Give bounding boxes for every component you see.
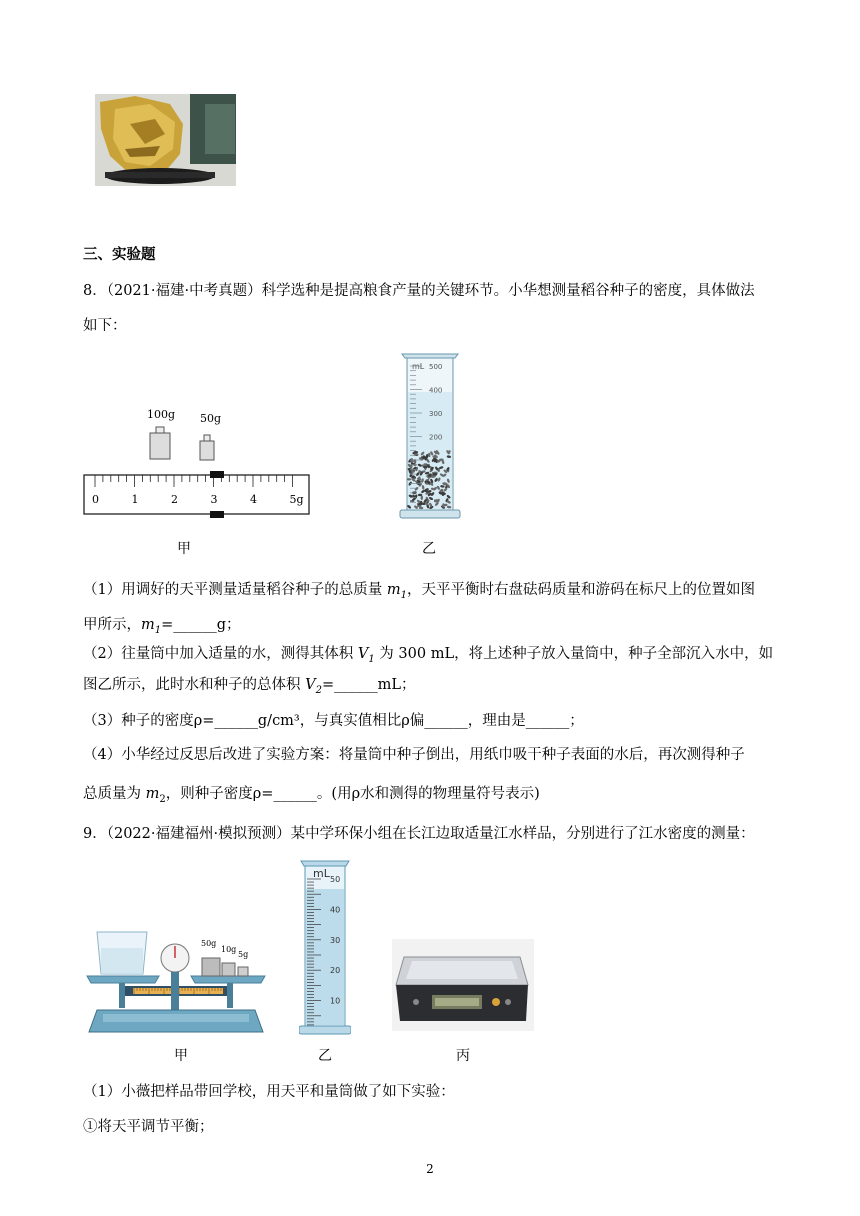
electronic-scale-photo: [392, 939, 534, 1031]
golden-mask-photo: [95, 94, 236, 186]
weight-10g-icon: [222, 963, 235, 976]
q8-part2-line2: 图乙所示，此时水和种子的总体积 $V_2=\_\_\_\_\_\_mL$；: [83, 677, 416, 696]
cylinder-tick-label: 10: [330, 996, 341, 1006]
q8-line2: 如下：: [83, 318, 127, 334]
cylinder-tick-label: 300: [429, 410, 443, 418]
q8-part3: （3）种子的密度ρ=______g/cm³，与真实值相比ρ偏______，理由是______；: [83, 713, 584, 729]
ruler-tick-label: 4: [250, 493, 257, 506]
svg-text:mL: mL: [412, 362, 425, 371]
svg-text:10g: 10g: [221, 945, 237, 954]
svg-text:50g: 50g: [201, 939, 217, 948]
cylinder-tick-label: 30: [330, 935, 341, 945]
q8-line1: 8．（2021·福建·中考真题）科学选种是提高粮食产量的关键环节。小华想测量稻谷种子的密度，具体做法: [83, 283, 755, 299]
weight-50g-label: 50g: [200, 412, 222, 425]
cylinder-with-seeds-figure: [398, 352, 462, 522]
weight-50g-icon: [200, 435, 214, 460]
cylinder-tick-label: 200: [429, 433, 443, 442]
q8-part4-line1: （4）小华经过反思后改进了实验方案：将量筒中种子倒出，用纸巾吸干种子表面的水后，再次测得种子: [83, 747, 745, 763]
q9-fig-yi-label: 乙: [318, 1048, 332, 1064]
cylinder-tick-label: 500: [429, 363, 443, 371]
cylinder-tick-label: 40: [330, 905, 341, 915]
q9-part1: （1）小薇把样品带回学校，用天平和量筒做了如下实验：: [83, 1084, 455, 1100]
balance-ruler-figure: [83, 408, 311, 520]
q8-part2-line1: （2）往量筒中加入适量的水，测得其体积 $V_1$ 为 300 mL，将上述种子放入量筒中，种子全部沉入水中，如: [83, 646, 774, 665]
cylinder-tick-label: 50: [330, 875, 341, 884]
ruler-tick-label: 2: [171, 493, 178, 506]
measuring-cylinder-figure: [299, 859, 351, 1041]
q8-part1-line1: （1）用调好的天平测量适量稻谷种子的总质量 $m_1$，天平平衡时右盘砝码质量和游码在标尺上的位置如图: [83, 582, 755, 601]
ruler-tick-label: 3: [210, 493, 218, 506]
rider-bottom: [210, 511, 224, 518]
weight-5g-icon: [238, 967, 248, 976]
page-number: 2: [426, 1162, 434, 1176]
q9-fig-bing-label: 丙: [456, 1048, 470, 1064]
q8-part4-line2: 总质量为 $m_2$，则种子密度ρ=______。(用ρ水和测得的物理量符号表示): [83, 786, 540, 805]
q9-line1: 9．（2022·福建福州·模拟预测）某中学环保小组在长江边取适量江水样品，分别进行了江水密度的测量：: [83, 826, 755, 842]
svg-text:5g: 5g: [238, 950, 249, 959]
cylinder-tick-label: 20: [330, 966, 341, 976]
q9-fig-jia-label: 甲: [174, 1048, 188, 1064]
ruler-tick-label: 1: [131, 493, 139, 506]
weight-50g-icon: [202, 958, 220, 976]
lever-balance-figure: [83, 928, 269, 1040]
svg-text:mL: mL: [313, 867, 330, 880]
weight-100g-icon: [150, 427, 170, 459]
weight-100g-label: 100g: [147, 408, 176, 421]
ruler-tick-label: 0: [92, 493, 99, 506]
rider-top: [210, 471, 224, 478]
q8-part1-line2: 甲所示，$m_1=\_\_\_\_\_\_g$；: [83, 617, 241, 636]
q8-fig-jia-label: 甲: [177, 541, 191, 557]
q8-fig-yi-label: 乙: [422, 541, 436, 557]
section-title: 三、实验题: [83, 246, 156, 263]
cylinder-tick-label: 400: [429, 386, 443, 395]
q9-part1-step1: ①将天平调节平衡；: [83, 1119, 214, 1135]
ruler-tick-label: 5g: [289, 493, 304, 506]
